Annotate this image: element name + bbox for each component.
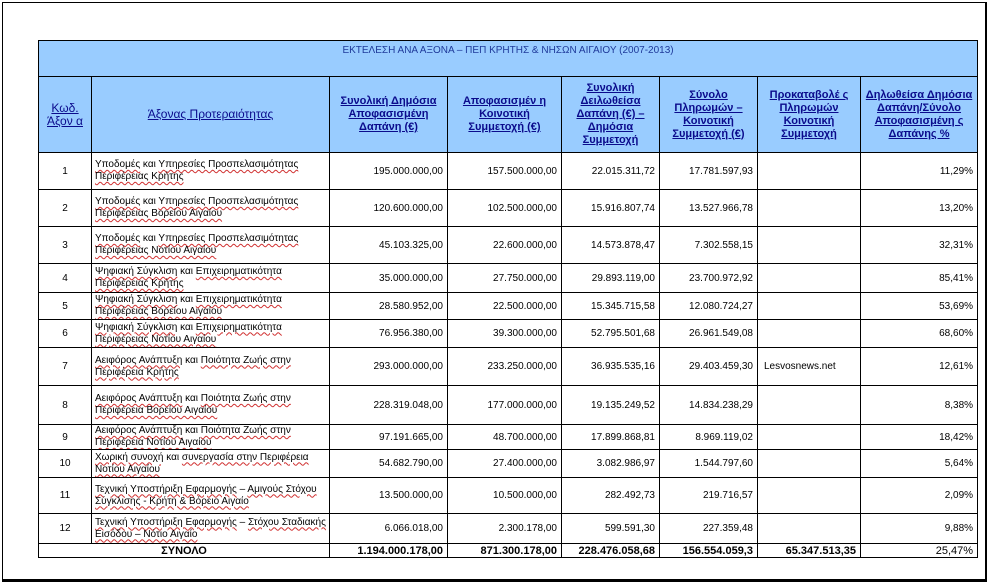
declared-expenditure: 29.893.119,00 bbox=[562, 264, 660, 293]
declared-ratio: 18,42% bbox=[861, 425, 978, 450]
header-row bbox=[39, 77, 978, 153]
advance-payments bbox=[758, 386, 861, 425]
total-payments: 12.080.724,27 bbox=[660, 293, 758, 320]
decided-expenditure: 13.500.000,00 bbox=[330, 478, 448, 514]
axis-code: 7 bbox=[39, 348, 92, 386]
table-row bbox=[39, 478, 978, 514]
header-axis-name: Άξονας Προτεραιότητας bbox=[92, 77, 330, 153]
table-row bbox=[39, 320, 978, 348]
axis-name bbox=[92, 153, 330, 190]
header-community-contribution: Αποφασισμέν η Κοινοτική Συμμετοχή (€) bbox=[448, 77, 562, 153]
advance-payments bbox=[758, 320, 861, 348]
axis-code: 5 bbox=[39, 293, 92, 320]
decided-expenditure: 45.103.325,00 bbox=[330, 227, 448, 264]
total-payments: 14.834.238,29 bbox=[660, 386, 758, 425]
declared-expenditure: 15.345.715,58 bbox=[562, 293, 660, 320]
community-contribution: 22.600.000,00 bbox=[448, 227, 562, 264]
total-payments: 17.781.597,93 bbox=[660, 153, 758, 190]
axis-name-part: Ποιότητα Ζωής στην Περιφέρεια Κρήτης bbox=[95, 354, 291, 378]
table-row bbox=[39, 450, 978, 478]
declared-expenditure: 36.935.535,16 bbox=[562, 348, 660, 386]
axis-name-conj: και bbox=[163, 451, 182, 463]
decided-expenditure: 195.000.000,00 bbox=[330, 153, 448, 190]
axis-name-part: Αμιγούς Στόχου Σύγκλισης - Κρήτη & Βόρειο Αιγαίο bbox=[95, 483, 317, 507]
axis-code: 4 bbox=[39, 264, 92, 293]
axis-name-conj: και bbox=[177, 266, 196, 277]
header-advance-payments: Προκαταβολέ ς Πληρωμών Κοινοτική Συμμετοχή bbox=[758, 77, 861, 153]
table-row bbox=[39, 227, 978, 264]
declared-ratio: 32,31% bbox=[861, 227, 978, 264]
decided-expenditure: 120.600.000,00 bbox=[330, 190, 448, 227]
axis-name-part: Τεχνική Υποστήριξη Εφαρμογής bbox=[95, 516, 237, 528]
declared-ratio: 11,29% bbox=[861, 153, 978, 190]
axis-code: 8 bbox=[39, 386, 92, 425]
total-row bbox=[39, 544, 978, 558]
decided-expenditure: 97.191.665,00 bbox=[330, 425, 448, 450]
declared-ratio: 85,41% bbox=[861, 264, 978, 293]
axis-code: 6 bbox=[39, 320, 92, 348]
axis-name-part: Αειφόρος Ανάπτυξη bbox=[95, 393, 183, 404]
table-row bbox=[39, 293, 978, 320]
total-community: 871.300.178,00 bbox=[448, 544, 562, 558]
axis-name-conj: και bbox=[182, 354, 201, 366]
axis-code: 3 bbox=[39, 227, 92, 264]
axis-name-part: Υποδομές bbox=[95, 196, 141, 207]
axis-name-part: Επιχειρηματικότητα Περιφέρειας Κρήτης bbox=[95, 266, 282, 289]
axis-name-part: Υποδομές bbox=[95, 159, 141, 170]
execution-table bbox=[38, 40, 978, 558]
community-contribution: 48.700.000,00 bbox=[448, 425, 562, 450]
table-row bbox=[39, 514, 978, 544]
declared-expenditure: 282.492,73 bbox=[562, 478, 660, 514]
axis-code: 12 bbox=[39, 514, 92, 544]
declared-expenditure: 3.082.986,97 bbox=[562, 450, 660, 478]
community-contribution: 10.500.000,00 bbox=[448, 478, 562, 514]
community-contribution: 157.500.000,00 bbox=[448, 153, 562, 190]
axis-name-part: Στόχου Σταδιακής Εισόδου – Νότιο Αιγαίο bbox=[95, 516, 326, 540]
axis-name-part: Υπηρεσίες Προσπελασιμότητας Περιφέρειας Νοτίου Αιγαίου bbox=[95, 233, 299, 256]
advance-payments bbox=[758, 425, 861, 450]
axis-name-part: Χωρική συνοχή bbox=[95, 451, 164, 463]
axis-name-part: Υποδομές bbox=[95, 233, 141, 244]
total-ratio: 25,47% bbox=[861, 544, 978, 558]
decided-expenditure: 35.000.000,00 bbox=[330, 264, 448, 293]
axis-name-conj: και bbox=[177, 321, 196, 333]
table-title: ΕΚΤΕΛΕΣΗ ΑΝΑ ΑΞΟΝΑ – ΠΕΠ ΚΡΗΤΗΣ & ΝΗΣΩΝ ΑΙΓΑΙΟΥ (2007-2013) bbox=[39, 41, 978, 77]
advance-payments: Lesvosnews.net bbox=[758, 348, 861, 386]
total-decided: 1.194.000.178,00 bbox=[330, 544, 448, 558]
axis-name-part: συνεργασία στην Περιφέρεια Νοτίου Αιγαίου bbox=[95, 451, 309, 475]
total-payments: 23.700.972,92 bbox=[660, 264, 758, 293]
advance-payments bbox=[758, 153, 861, 190]
community-contribution: 2.300.178,00 bbox=[448, 514, 562, 544]
axis-code: 11 bbox=[39, 478, 92, 514]
declared-expenditure: 19.135.249,52 bbox=[562, 386, 660, 425]
advance-payments bbox=[758, 264, 861, 293]
axis-name-conj: και bbox=[182, 425, 201, 436]
community-contribution: 233.250.000,00 bbox=[448, 348, 562, 386]
axis-name-conj: και bbox=[182, 393, 201, 404]
total-payments: 1.544.797,60 bbox=[660, 450, 758, 478]
axis-name bbox=[92, 386, 330, 425]
decided-expenditure: 28.580.952,00 bbox=[330, 293, 448, 320]
declared-ratio: 53,69% bbox=[861, 293, 978, 320]
declared-expenditure: 14.573.878,47 bbox=[562, 227, 660, 264]
total-label: ΣΥΝΟΛΟ bbox=[39, 544, 330, 558]
axis-name bbox=[92, 478, 330, 514]
total-payments: 13.527.966,78 bbox=[660, 190, 758, 227]
axis-name bbox=[92, 425, 330, 450]
advance-payments bbox=[758, 514, 861, 544]
axis-name bbox=[92, 320, 330, 348]
header-declared-ratio: Δηλωθείσα Δημόσια Δαπάνη/Σύνολο Αποφασισμένη ς Δαπάνης % bbox=[861, 77, 978, 153]
advance-payments bbox=[758, 293, 861, 320]
total-payments: 219.716,57 bbox=[660, 478, 758, 514]
table-row bbox=[39, 386, 978, 425]
total-payments: 156.554.059,3 bbox=[660, 544, 758, 558]
advance-payments bbox=[758, 227, 861, 264]
header-axis-code: Κωδ. Άξον α bbox=[39, 77, 92, 153]
total-payments: 7.302.558,15 bbox=[660, 227, 758, 264]
declared-ratio: 13,20% bbox=[861, 190, 978, 227]
declared-ratio: 68,60% bbox=[861, 320, 978, 348]
decided-expenditure: 293.000.000,00 bbox=[330, 348, 448, 386]
axis-name-part: Ποιότητα Ζωής στην Περιφέρεια Βορείου Αιγαίου bbox=[95, 393, 291, 416]
header-decided-expenditure: Συνολική Δημόσια Αποφασισμένη Δαπάνη (€) bbox=[330, 77, 448, 153]
total-advance: 65.347.513,35 bbox=[758, 544, 861, 558]
axis-name bbox=[92, 348, 330, 386]
community-contribution: 27.400.000,00 bbox=[448, 450, 562, 478]
axis-name bbox=[92, 293, 330, 320]
axis-name-part: Τεχνική Υποστήριξη Εφαρμογής bbox=[95, 483, 237, 495]
advance-payments bbox=[758, 450, 861, 478]
declared-expenditure: 15.916.807,74 bbox=[562, 190, 660, 227]
total-payments: 227.359,48 bbox=[660, 514, 758, 544]
table-title-row bbox=[39, 41, 978, 77]
table-row bbox=[39, 190, 978, 227]
axis-name-conj: και bbox=[177, 294, 196, 305]
axis-name-conj: και bbox=[140, 196, 159, 207]
declared-expenditure: 599.591,30 bbox=[562, 514, 660, 544]
declared-ratio: 12,61% bbox=[861, 348, 978, 386]
axis-name bbox=[92, 450, 330, 478]
axis-name-conj: και bbox=[140, 233, 159, 244]
community-contribution: 22.500.000,00 bbox=[448, 293, 562, 320]
community-contribution: 102.500.000,00 bbox=[448, 190, 562, 227]
header-total-payments: Σύνολο Πληρωμών – Κοινοτική Συμμετοχή (€) bbox=[660, 77, 758, 153]
decided-expenditure: 228.319.048,00 bbox=[330, 386, 448, 425]
community-contribution: 177.000.000,00 bbox=[448, 386, 562, 425]
decided-expenditure: 54.682.790,00 bbox=[330, 450, 448, 478]
table-row bbox=[39, 348, 978, 386]
total-payments: 8.969.119,02 bbox=[660, 425, 758, 450]
axis-name-conj: – bbox=[236, 516, 248, 528]
declared-ratio: 8,38% bbox=[861, 386, 978, 425]
axis-name-part: Υπηρεσίες Προσπελασιμότητας Περιφέρειας Βορείου Αιγαίου bbox=[95, 196, 299, 219]
axis-name-part: Επιχειρηματικότητα Περιφέρειας Βορείου Αιγαίου bbox=[95, 294, 282, 317]
axis-code: 9 bbox=[39, 425, 92, 450]
total-payments: 29.403.459,30 bbox=[660, 348, 758, 386]
axis-code: 1 bbox=[39, 153, 92, 190]
axis-name bbox=[92, 227, 330, 264]
declared-ratio: 2,09% bbox=[861, 478, 978, 514]
axis-name-conj: και bbox=[140, 159, 159, 170]
axis-name-part: Επιχειρηματικότητα Περιφέρειας Νοτίου Αιγαίου bbox=[95, 321, 282, 345]
axis-name-conj: – bbox=[236, 483, 248, 495]
community-contribution: 39.300.000,00 bbox=[448, 320, 562, 348]
axis-name-part: Ψηφιακή Σύγκλιση bbox=[95, 294, 178, 305]
advance-payments bbox=[758, 190, 861, 227]
table-row bbox=[39, 425, 978, 450]
axis-name bbox=[92, 190, 330, 227]
axis-name-part: Ψηφιακή Σύγκλιση bbox=[95, 266, 178, 277]
axis-code: 2 bbox=[39, 190, 92, 227]
total-declared: 228.476.058,68 bbox=[562, 544, 660, 558]
axis-name bbox=[92, 264, 330, 293]
table-row bbox=[39, 264, 978, 293]
axis-name-part: Αειφόρος Ανάπτυξη bbox=[95, 425, 183, 436]
advance-payments bbox=[758, 478, 861, 514]
total-payments: 26.961.549,08 bbox=[660, 320, 758, 348]
header-declared-expenditure: Συνολική Δειλωθείσα Δαπάνη (€) – Δημόσια Συμμετοχή bbox=[562, 77, 660, 153]
axis-name-part: Ποιότητα Ζωής στην Περιφέρεια Νοτίου Αιγαίου bbox=[95, 425, 291, 448]
declared-expenditure: 17.899.868,81 bbox=[562, 425, 660, 450]
axis-code: 10 bbox=[39, 450, 92, 478]
axis-name-part: Αειφόρος Ανάπτυξη bbox=[95, 354, 183, 366]
axis-name bbox=[92, 514, 330, 544]
axis-name-part: Υπηρεσίες Προσπελασιμότητας Περιφέρειας Κρήτης bbox=[95, 159, 299, 182]
community-contribution: 27.750.000,00 bbox=[448, 264, 562, 293]
decided-expenditure: 76.956.380,00 bbox=[330, 320, 448, 348]
table-row bbox=[39, 153, 978, 190]
declared-ratio: 9,88% bbox=[861, 514, 978, 544]
declared-expenditure: 22.015.311,72 bbox=[562, 153, 660, 190]
declared-expenditure: 52.795.501,68 bbox=[562, 320, 660, 348]
axis-name-part: Ψηφιακή Σύγκλιση bbox=[95, 321, 178, 333]
decided-expenditure: 6.066.018,00 bbox=[330, 514, 448, 544]
declared-ratio: 5,64% bbox=[861, 450, 978, 478]
